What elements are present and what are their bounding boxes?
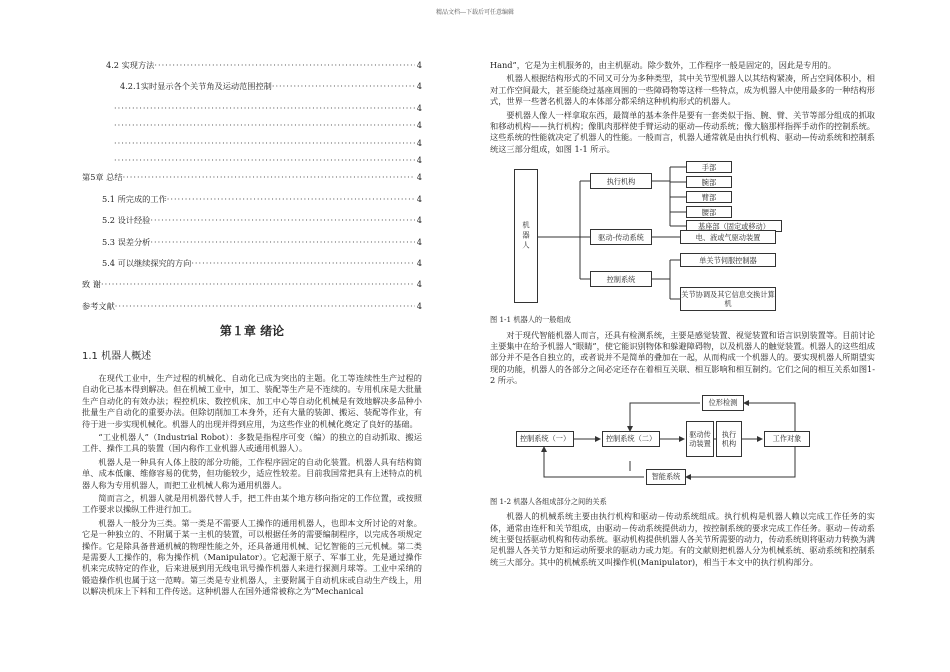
left-column	[82, 60, 422, 600]
toc-leader-dots	[115, 301, 415, 312]
toc-entry-page: 4	[416, 236, 422, 247]
right-column	[490, 60, 875, 570]
right-paragraph: Hand”，它是为主机服务的，由主机驱动。除少数外，工作程序一般是固定的，因此是专用的。	[490, 60, 837, 70]
right-paragraph: 要机器人像人一样拿取东西，最简单的基本条件是要有一套类似于指、腕、臂、关节等部分组成的抓取和移动机构——执行机构；像肌肉那样使手臂运动的驱动—传动系统；像大脑那样指挥手动作的控制系统。这些系统的性能就决定了机器人的性能。一般而言，机器人通常就是由执行机构、驱动—传动系统和控制系统这三部分组成，如图 1-1 所示。	[490, 109, 875, 154]
toc-leader-dots	[101, 279, 415, 290]
toc-entry[interactable]	[82, 279, 422, 290]
toc-leader-dots	[154, 60, 414, 71]
toc-entry[interactable]	[82, 120, 422, 131]
toc-entry-label: 致 谢	[82, 279, 101, 290]
toc-entry[interactable]	[82, 81, 422, 92]
page-header: 精品文档---下载后可任意编辑	[435, 9, 515, 16]
toc-entry[interactable]	[82, 138, 422, 149]
toc-leader-dots	[191, 258, 414, 269]
toc-leader-dots	[114, 138, 415, 149]
toc-entry-label: 第5章 总结	[82, 172, 123, 183]
toc-entry[interactable]	[82, 301, 422, 312]
left-paragraph: 简而言之，机器人就是用机器代替人手，把工件由某个地方移向指定的工作位置，或按照工作要求以操纵工件进行加工。	[82, 492, 422, 515]
figure-1-2-component-relations	[490, 391, 875, 493]
toc-leader-dots	[114, 155, 415, 166]
toc-entry[interactable]	[82, 258, 422, 269]
toc-entry-label: 参考文献	[82, 300, 115, 311]
toc-leader-dots	[114, 120, 415, 131]
right-paragraph: 对于现代智能机器人而言，还具有检测系统，主要是感觉装置、视觉装置和语言识别装置等。目前讨论主要集中在给予机器人“眼睛”，使它能识别物体和躲避障碍物，以及机器人的触觉装置。机器人的这些组成部分并不是各自独立的，或者说并不是简单的叠加在一起，从而构成一个机器人的。要实现机器人所期望实现的功能，机器人的各部分之间必定还存在着相互关联、相互影响和相互制约。它们之间的相互关系如图1-2 所示。	[490, 329, 875, 386]
chapter-title: 第１章 绪论	[219, 324, 285, 339]
toc-entry-label: 5.4 可以继续探究的方向	[102, 257, 192, 268]
fig1-part-box: 腕部	[686, 176, 732, 188]
fig2-object-box: 工作对象	[764, 431, 810, 447]
left-paragraph: “工业机器人”（Industrial Robot）：多数是指程序可变（编）的独立的自动抓取、搬运工件、操作工具的装置（国内称作工业机器人或通用机器人）。	[82, 431, 422, 454]
toc-entry[interactable]	[82, 155, 422, 166]
fig2-smart-box: 智能系统	[646, 469, 686, 485]
toc-entry-page: 4	[416, 279, 422, 290]
toc-entry[interactable]	[82, 237, 422, 248]
toc-entry-page: 4	[416, 300, 422, 311]
figure-1-1-caption: 图 1-1 机器人的一般组成	[490, 315, 571, 325]
fig1-control-box: 控制系统	[590, 271, 652, 287]
fig1-root-label: 机器人	[522, 220, 531, 252]
toc-entry-page: 4	[416, 120, 422, 131]
fig2-pos-box: 位形检测	[702, 395, 744, 411]
fig2-control2-box: 控制系统（二）	[602, 431, 660, 447]
fig2-exec-box: 执行机构	[716, 421, 742, 457]
figure-1-1-robot-composition	[490, 163, 875, 311]
figure-1-2-caption: 图 1-2 机器人各组成部分之间的关系	[490, 496, 607, 506]
fig2-drive-box: 驱动传动装置	[686, 421, 714, 457]
toc-entry-page: 4	[416, 215, 422, 226]
left-paragraph: 在现代工业中，生产过程的机械化、自动化已成为突出的主题。化工等连续性生产过程的自动化已基本得到解决。但在机械工业中，加工、装配等生产是不连续的。专用机床是大批量生产自动化的有效办法；程控机床、数控机床、加工中心等自动化机械是有效地解决多品种小批量生产自动化的重要办法。但除切削加工本身外，还有大量的装卸、搬运、装配等作业，有待于进一步实现机械化。机器人的出现并得到应用，为这些作业的机械化奠定了良好的基础。	[82, 372, 422, 429]
table-of-contents	[82, 60, 422, 312]
fig1-part-box: 手部	[686, 161, 732, 173]
toc-entry-page: 4	[416, 154, 422, 165]
toc-entry[interactable]	[82, 194, 422, 205]
fig1-part-box: 基座部（固定或移动）	[686, 220, 782, 232]
toc-entry[interactable]	[82, 172, 422, 183]
fig1-ctrl-item-box: 关节协调及其它信息交换计算机	[680, 287, 776, 311]
toc-entry-label: 5.3 误差分析	[102, 236, 151, 247]
toc-leader-dots	[123, 172, 415, 183]
left-paragraph: 机器人一般分为三类。第一类是不需要人工操作的通用机器人，也即本文所讨论的对象。它是一种独立的、不附属于某一主机的装置，可以根据任务的需要编制程序，以完成各项规定操作。它是除具备普通机械的物理性能之外，还具备通用机械、记忆智能的三元机械。第二类是需要人工操作的，称为操作机（Manipulator）。它起源于原子、军事工业，先是通过操作机来完成特定的作业，后来进展到用无线电讯号操作机器人来进行探测月球等。工业中采纳的锻造操作机也属于这一范畴。第三类是专业机器人，主要附属于自动机床或自动生产线上，用以解决机床上下料和工件传送。这种机器人在国外通常被称之为“Mechanical	[82, 517, 422, 597]
toc-entry-page: 4	[416, 102, 422, 113]
fig1-part-box: 腰部	[686, 206, 732, 218]
toc-leader-dots	[167, 194, 415, 205]
fig1-drive-box: 驱动-传动系统	[590, 229, 652, 245]
left-paragraph: 机器人是一种具有人体上肢的部分功能，工作程序固定的自动化装置。机器人具有结构简单、成本低廉、维修容易的优势，但功能较少，适应性较差。目前我国常把具有上述特点的机器人称为专用机器人，而把工业机械人称为通用机器人。	[82, 456, 422, 490]
toc-entry-page: 4	[416, 60, 422, 70]
toc-entry-page: 4	[416, 137, 422, 148]
toc-entry-label: 5.1 所完成的工作	[102, 193, 167, 204]
toc-entry-page: 4	[416, 81, 422, 92]
section-title: 1.1 机器人概述	[82, 351, 152, 363]
toc-leader-dots	[272, 81, 415, 92]
fig1-part-box: 臂部	[686, 191, 732, 203]
toc-leader-dots	[150, 237, 414, 248]
toc-entry[interactable]	[82, 215, 422, 226]
toc-entry-page: 4	[416, 172, 422, 183]
fig2-control1-box: 控制系统（一）	[516, 431, 574, 447]
fig1-drive-item-box: 电、液或气驱动装置	[680, 230, 776, 244]
toc-leader-dots	[114, 103, 415, 114]
toc-entry-label: 4.2.1实时显示各个关节角及运动范围控制	[120, 81, 272, 92]
toc-entry-label: 5.2 设计经验	[102, 215, 151, 226]
right-paragraph: 机器人根据结构形式的不同又可分为多种类型，其中关节型机器人以其结构紧凑，所占空间体积小，相对工作空间最大，甚至能绕过基座周围的一些障碍物等这样一些特点，成为机器人中使用最多的一种结构形式，世界一些著名机器人的本体部分都采纳这种机构形式的机器人。	[490, 73, 875, 107]
fig1-exec-box: 执行机构	[590, 173, 652, 189]
toc-leader-dots	[150, 215, 414, 226]
toc-entry[interactable]	[82, 103, 422, 114]
toc-entry-label: 4.2 实现方法	[106, 60, 155, 70]
toc-entry[interactable]	[82, 60, 422, 71]
toc-entry-page: 4	[416, 193, 422, 204]
fig1-root-box	[514, 169, 538, 303]
toc-entry-page: 4	[416, 257, 422, 268]
right-paragraph: 机器人的机械系统主要由执行机构和驱动－传动系统组成。执行机构是机器人赖以完成工作任务的实体，通常由连杆和关节组成，由驱动－传动系统提供动力，按控制系统的要求完成工作任务。驱动－传动系统主要包括驱动机构和传动系统。驱动机构提供机器人各关节所需要的动力，传动系统则将驱动力转换为满足机器人各关节力矩和运动所要求的驱动力或力矩。有的文献则把机器人分为机械系统、驱动系统和控制系统三大部分。其中的机械系统又叫操作机(Manipulator)，相当于本文中的执行机构部分。	[490, 511, 875, 567]
fig1-ctrl-item-box: 单关节伺服控制器	[680, 253, 776, 267]
